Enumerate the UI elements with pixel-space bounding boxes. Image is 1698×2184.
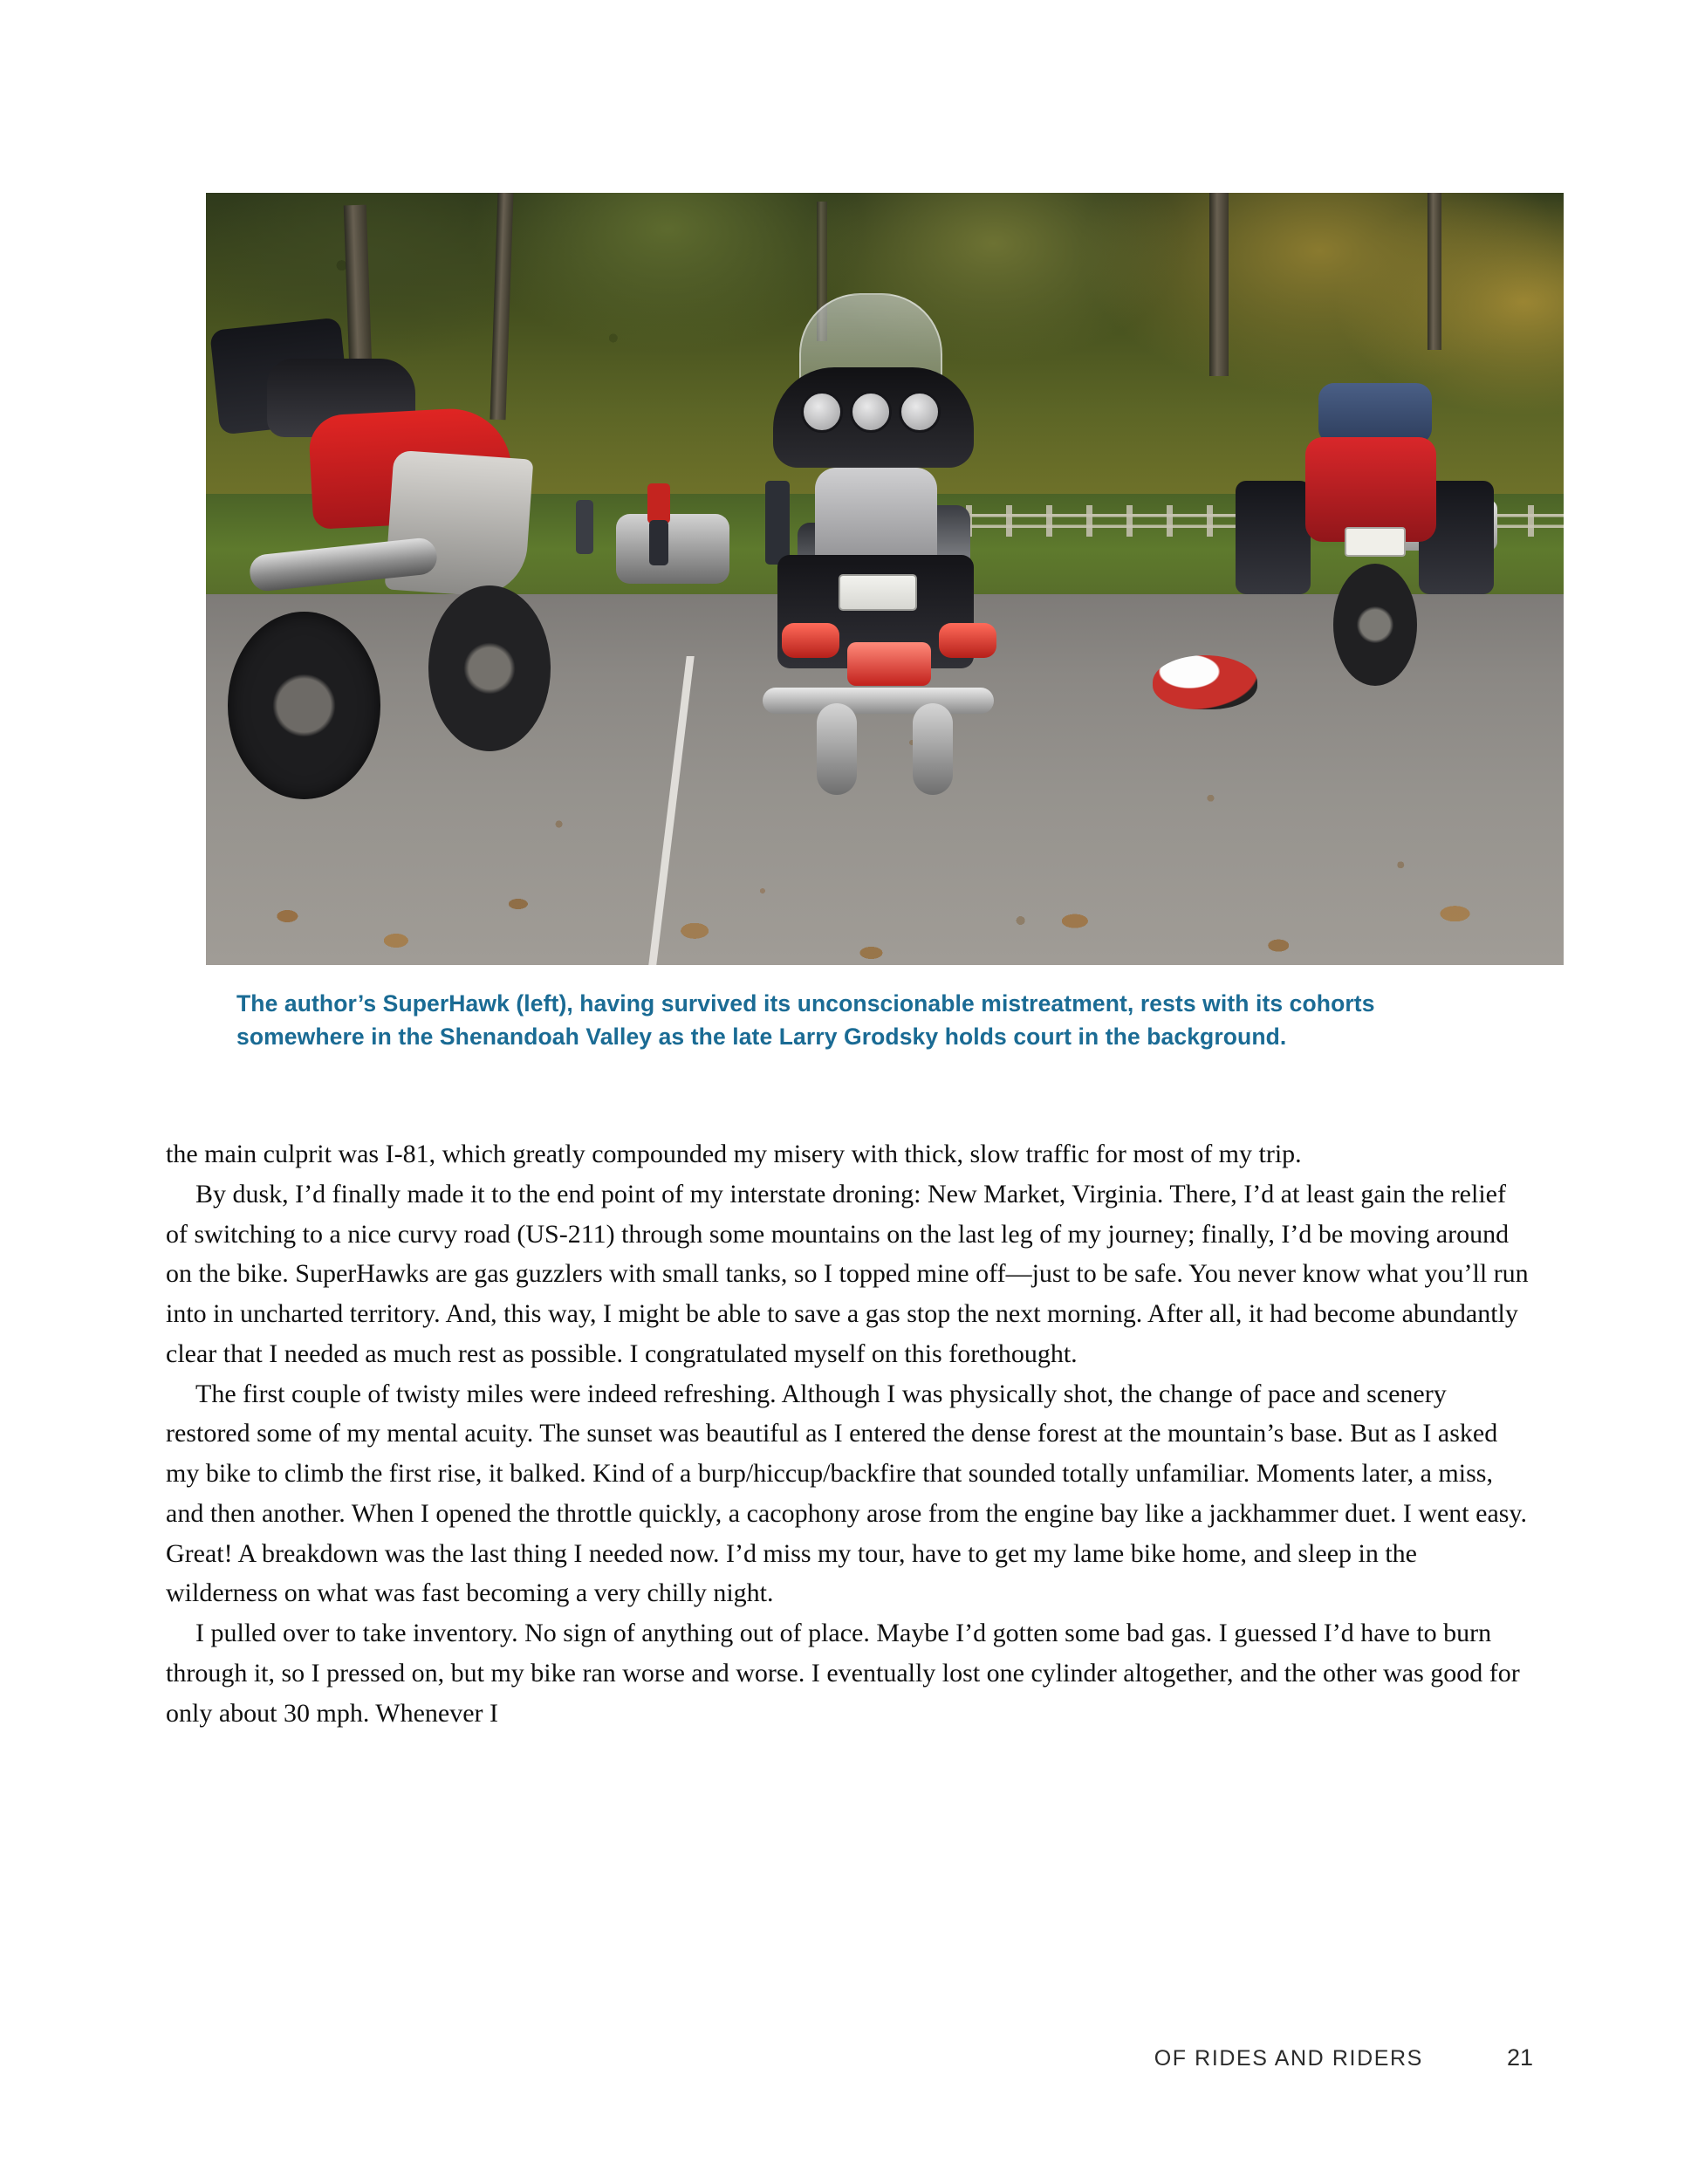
- running-head: OF RIDES AND RIDERS: [1154, 2046, 1423, 2071]
- photo-distant-motorcycle: [616, 514, 729, 584]
- photo-tree-trunk: [1209, 193, 1229, 376]
- paragraph-1: the main culprit was I-81, which greatly compounded my misery with thick, slow traffic for most of my trip.: [166, 1140, 1302, 1168]
- photo-fallen-leaves: [206, 843, 1564, 965]
- photo-touring-motorcycle: [747, 293, 1035, 808]
- photo-duffel-bag: [1318, 383, 1432, 444]
- body-text: [166, 1134, 1533, 1733]
- photo-gauge: [899, 391, 941, 433]
- page-number: 21: [1506, 2044, 1533, 2071]
- paragraph-4: I pulled over to take inventory. No sign of anything out of place. Maybe I’d gotten some bad gas. I guessed I’d have to burn through it, so I pressed on, but my bike ran worse and worse. I eventually lost one cylinder altogether, and the other was good for only about 30 mph. Whenever I: [166, 1619, 1520, 1728]
- figure-caption: The author’s SuperHawk (left), having survived its unconscionable mistreatment, rests with its cohorts somewhere in the Shenandoah Valley as the late Larry Grodsky holds court in the background.: [236, 990, 1375, 1050]
- paragraph-3: The first couple of twisty miles were indeed refreshing. Although I was physically shot, the change of pace and scenery restored some of my mental acuity. The sunset was beautiful as I entered the dense forest at the mountain’s base. But as I asked my bike to climb the first rise, it balked. Kind of a burp/hiccup/backfire that sounded totally unfamiliar. Moments later, a miss, and then another. When I opened the throttle quickly, a cacophony arose from the engine bay like a jackhammer duet. I went easy. Great! A breakdown was the last thing I needed now. I’d miss my tour, have to get my lame bike home, and sleep in the wilderness on what was fast becoming a very chilly night.: [166, 1379, 1527, 1608]
- photo-rear-wheel: [1333, 564, 1417, 686]
- photo-gauge: [850, 391, 892, 433]
- photo-red-superhawk: [215, 324, 590, 830]
- photo-side-case-left: [1236, 481, 1311, 594]
- photo-superhawk-fairing: [385, 450, 534, 599]
- photo-superhawk-front-wheel: [428, 585, 551, 751]
- photo-license-plate: [839, 574, 917, 611]
- photo-red-touring-bike: [1236, 367, 1523, 716]
- photo-bike-body: [1305, 437, 1436, 542]
- photo-person-red-jacket-legs: [649, 520, 668, 565]
- photo-muffler: [913, 703, 953, 795]
- photo-person-red-jacket: [647, 483, 670, 524]
- page-footer: [166, 2044, 1533, 2071]
- photo-turn-signal: [782, 623, 839, 658]
- photo-tree-trunk: [1428, 193, 1441, 350]
- photo-chrome-bumper: [763, 688, 994, 714]
- photo-gauge: [801, 391, 843, 433]
- paragraph-2: By dusk, I’d finally made it to the end point of my interstate droning: New Market, Virginia. There, I’d at least gain the relief of switching to a nice curvy road (US-211) through some mountains on the last leg of my journey; finally, I’d be moving around on the bike. SuperHawks are gas guzzlers with small tanks, so I topped mine off—just to be safe. You never know what you’ll run into in uncharted territory. And, this way, I might be able to save a gas stop the next morning. After all, it had become abundantly clear that I needed as much rest as possible. I congratulated myself on this forethought.: [166, 1179, 1529, 1368]
- photo-muffler: [817, 703, 857, 795]
- photo-helmet-on-ground: [1153, 655, 1257, 709]
- photograph-motorcycles: [206, 193, 1564, 965]
- photo-tail-light: [847, 642, 931, 686]
- photo-turn-signal: [939, 623, 996, 658]
- figure-block: [206, 193, 1564, 1053]
- photo-superhawk-rear-wheel: [228, 612, 380, 799]
- photo-license-plate: [1345, 527, 1406, 557]
